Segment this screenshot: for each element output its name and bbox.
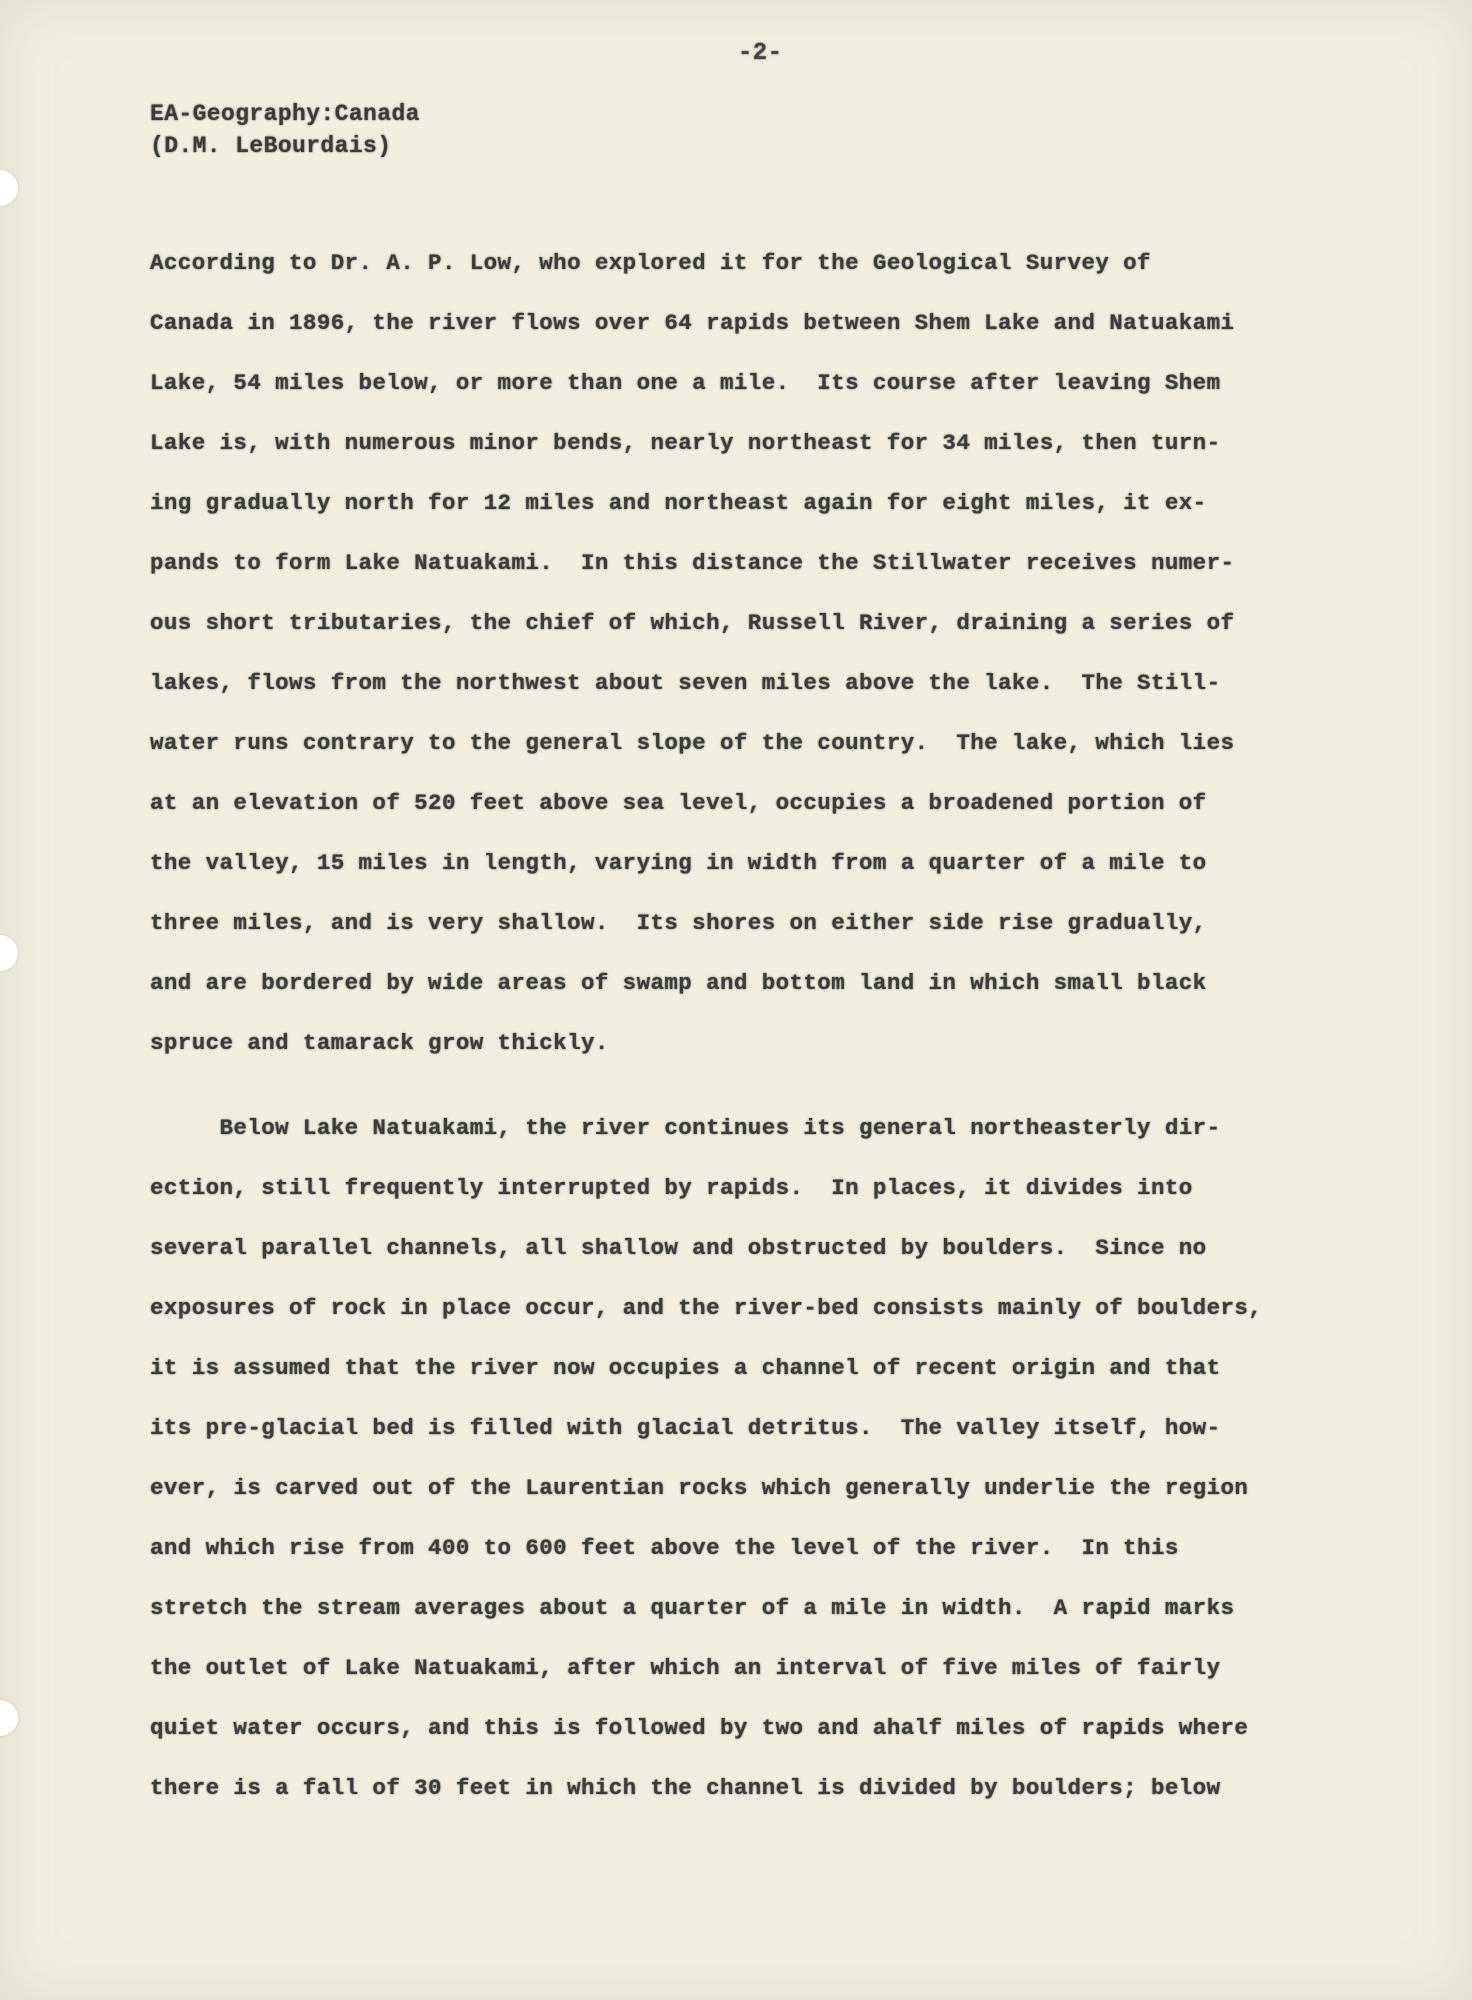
text-line: Lake, 54 miles below, or more than one a mile. Its course after leaving Shem <box>150 370 1221 396</box>
text-line: Canada in 1896, the river flows over 64 rapids between Shem Lake and Natuakami <box>150 310 1235 336</box>
text-line: and are bordered by wide areas of swamp and bottom land in which small black <box>150 970 1207 996</box>
text-line: According to Dr. A. P. Low, who explored it for the Geological Survey of <box>150 250 1151 276</box>
text-line: pands to form Lake Natuakami. In this distance the Stillwater receives numer- <box>150 550 1235 576</box>
text-line: spruce and tamarack grow thickly. <box>150 1030 609 1056</box>
header-subject: EA-Geography:Canada <box>150 101 420 127</box>
punch-hole <box>0 170 18 206</box>
text-line: ection, still frequently interrupted by rapids. In places, it divides into <box>150 1175 1193 1201</box>
text-line: Lake is, with numerous minor bends, nearly northeast for 34 miles, then turn- <box>150 430 1221 456</box>
text-line: three miles, and is very shallow. Its shores on either side rise gradually, <box>150 910 1207 936</box>
document-header <box>150 98 420 162</box>
text-line: Below Lake Natuakami, the river continues its general northeasterly dir- <box>150 1115 1221 1141</box>
text-line: its pre-glacial bed is filled with glacial detritus. The valley itself, how- <box>150 1415 1221 1441</box>
text-line: at an elevation of 520 feet above sea level, occupies a broadened portion of <box>150 790 1207 816</box>
text-line: stretch the stream averages about a quarter of a mile in width. A rapid marks <box>150 1595 1235 1621</box>
text-line: water runs contrary to the general slope of the country. The lake, which lies <box>150 730 1235 756</box>
punch-hole <box>0 1700 18 1736</box>
text-line: the valley, 15 miles in length, varying in width from a quarter of a mile to <box>150 850 1207 876</box>
page-number: -2- <box>738 40 783 67</box>
text-line: ous short tributaries, the chief of which, Russell River, draining a series of <box>150 610 1235 636</box>
text-line: there is a fall of 30 feet in which the channel is divided by boulders; below <box>150 1775 1221 1801</box>
punch-hole <box>0 935 18 971</box>
text-line: lakes, flows from the northwest about seven miles above the lake. The Still- <box>150 670 1221 696</box>
header-author: (D.M. LeBourdais) <box>150 133 392 159</box>
text-line: and which rise from 400 to 600 feet above the level of the river. In this <box>150 1535 1179 1561</box>
text-line: it is assumed that the river now occupies a channel of recent origin and that <box>150 1355 1221 1381</box>
text-line: ever, is carved out of the Laurentian rocks which generally underlie the region <box>150 1475 1249 1501</box>
text-line: several parallel channels, all shallow and obstructed by boulders. Since no <box>150 1235 1207 1261</box>
text-line: quiet water occurs, and this is followed by two and ahalf miles of rapids where <box>150 1715 1249 1741</box>
text-line: the outlet of Lake Natuakami, after which an interval of five miles of fairly <box>150 1655 1221 1681</box>
text-line: exposures of rock in place occur, and the river-bed consists mainly of boulders, <box>150 1295 1263 1321</box>
text-line: ing gradually north for 12 miles and northeast again for eight miles, it ex- <box>150 490 1207 516</box>
